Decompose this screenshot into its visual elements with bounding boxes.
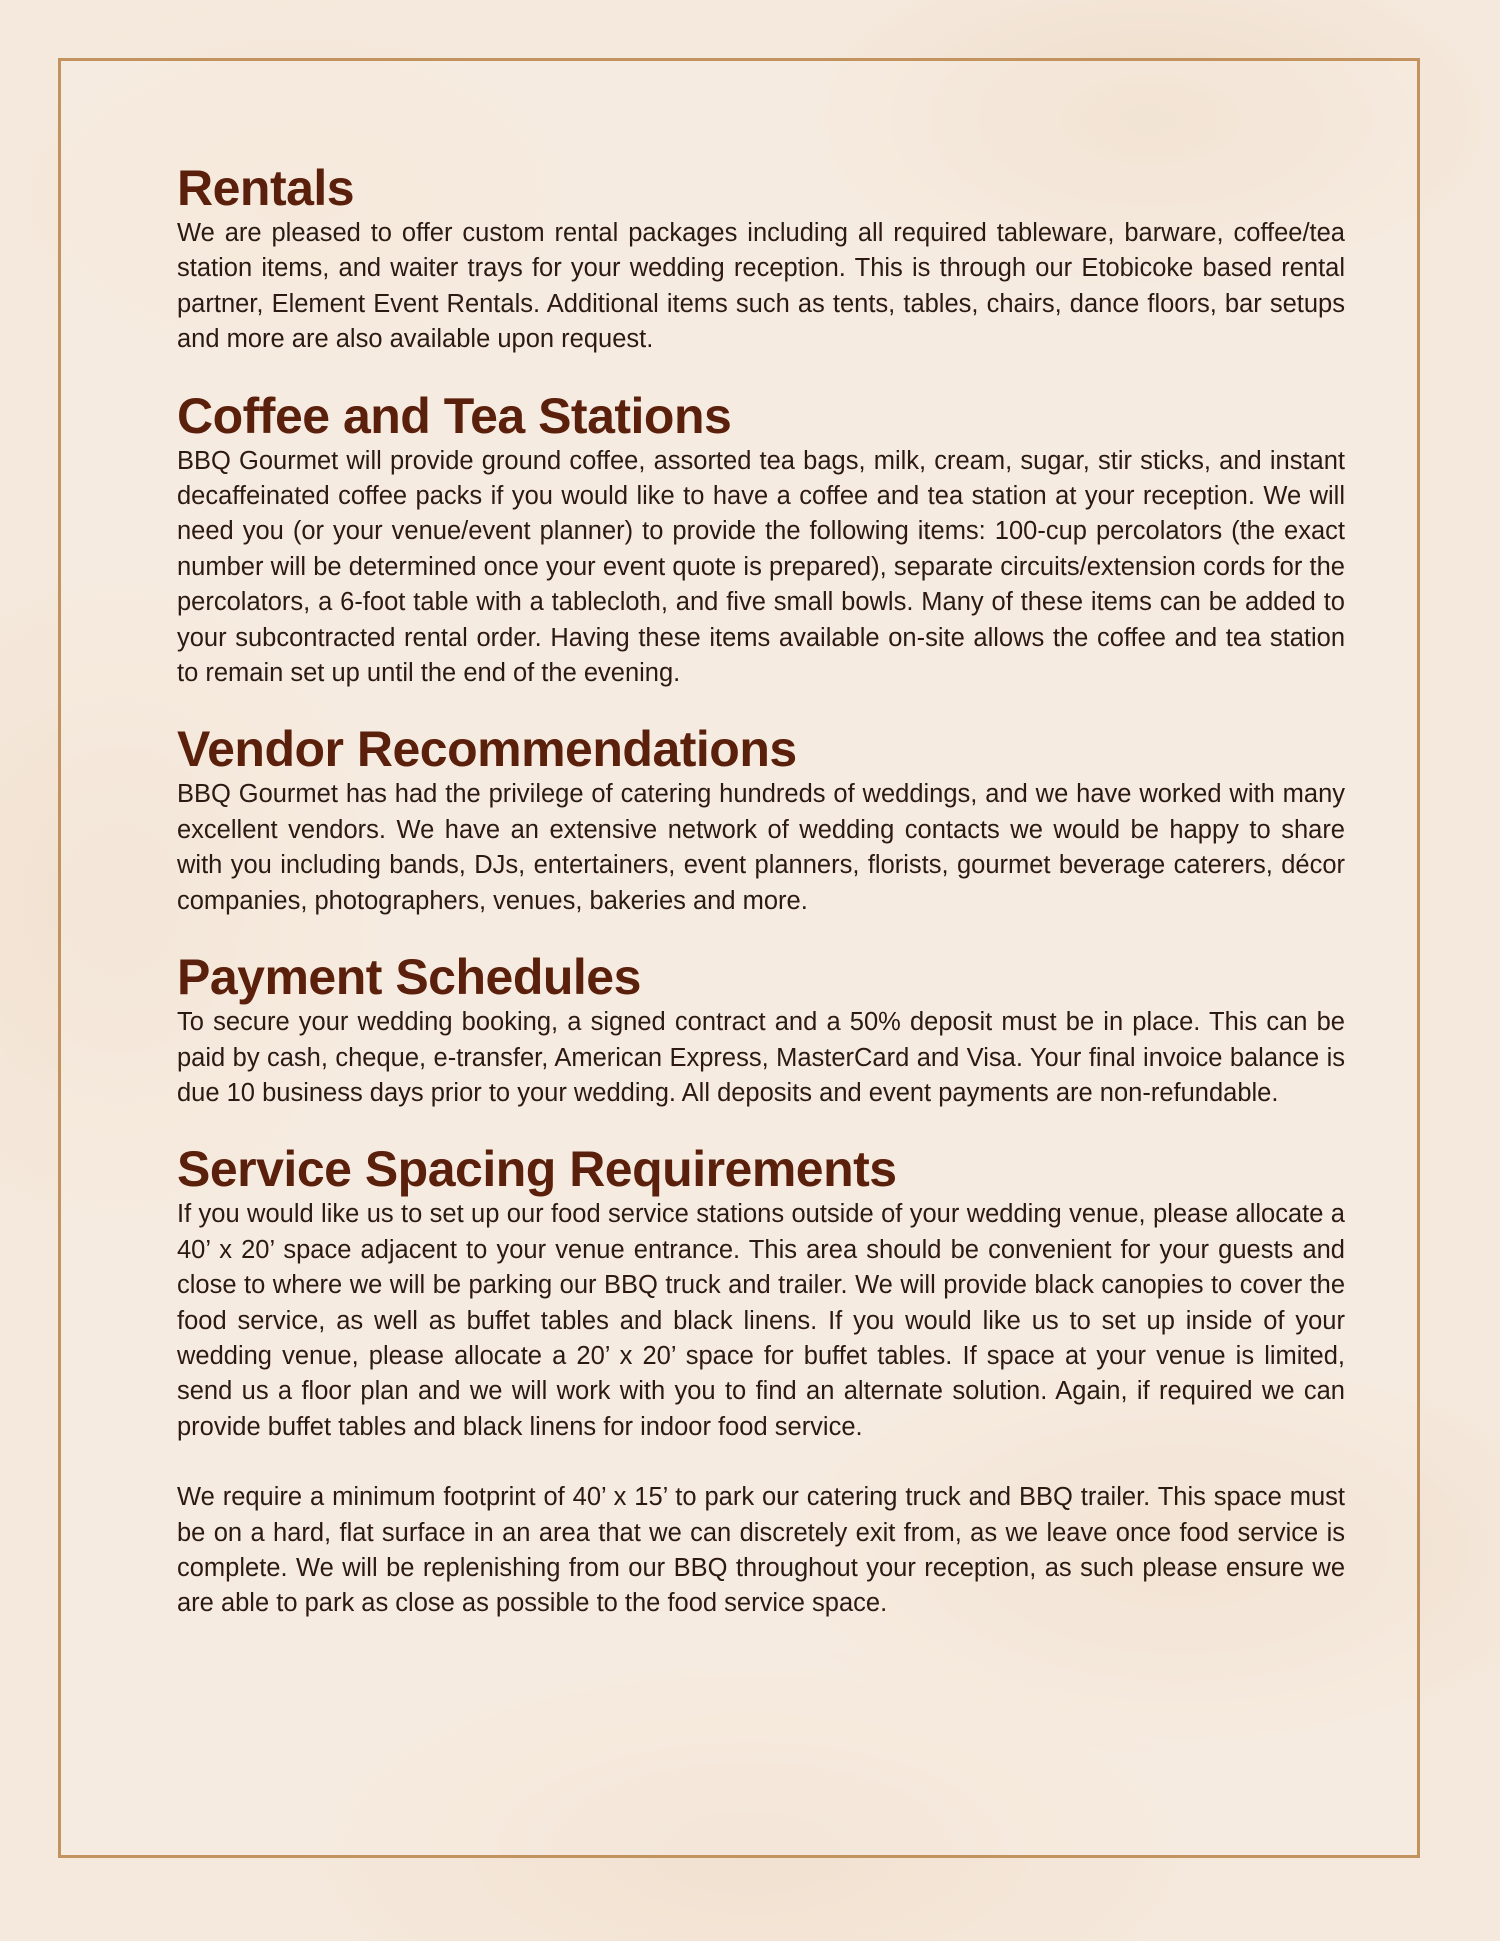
section-heading: Coffee and Tea Stations bbox=[177, 387, 732, 444]
section-heading: Rentals bbox=[177, 160, 355, 216]
document-content bbox=[177, 160, 1345, 1652]
section-paragraph: BBQ Gourmet has had the privilege of catering hundreds of weddings, and we have worked with many excellent vendors. We have an extensive network of wedding contacts we would be happy to share with you including bands, DJs, entertainers, event planners, florists, gourmet beverage caterers, décor companies, photographers, venues, bakeries and more. bbox=[177, 780, 1345, 915]
section-paragraph: We are pleased to offer custom rental packages including all required tableware, barware, coffee/tea station items, and waiter trays for your wedding reception. This is through our Etobicoke based rental partner, Element Event Rentals. Additional items such as tents, tables, chairs, dance floors, bar setups and more are also available upon request. bbox=[177, 219, 1345, 354]
section-heading: Payment Schedules bbox=[177, 949, 641, 1006]
section-heading: Vendor Recommendations bbox=[177, 721, 797, 778]
section-payment-schedules bbox=[177, 949, 1345, 1111]
section-paragraph: If you would like us to set up our food service stations outside of your wedding venue, please allocate a 40’ x 20’ space adjacent to your venue entrance. This area should be convenient for your guests and close to where we will be parking our BBQ truck and trailer. We will provide black canopies to cover the food service, as well as buffet tables and black linens. If you would like us to set up inside of your wedding venue, please allocate a 20’ x 20’ space for buffet tables. If space at your venue is limited, send us a floor plan and we will work with you to find an alternate solution. Again, if required we can provide buffet tables and black linens for indoor food service. bbox=[177, 1200, 1345, 1441]
section-rentals bbox=[177, 160, 1345, 358]
section-vendor-recommendations bbox=[177, 721, 1345, 919]
section-coffee-tea-stations bbox=[177, 388, 1345, 692]
section-paragraph: BBQ Gourmet will provide ground coffee, assorted tea bags, milk, cream, sugar, stir sticks, and instant decaffeinated coffee packs if you would like to have a coffee and tea station at your reception. We will need you (or your venue/event planner) to provide the following items: 100-cup percolators (the exact number will be determined once your event quote is prepared), separate circuits/extension cords for the percolators, a 6-foot table with a tablecloth, and five small bowls. Many of these items can be added to your subcontracted rental order. Having these items available on-site allows the coffee and tea station to remain set up until the end of the evening. bbox=[177, 446, 1345, 688]
section-paragraph: To secure your wedding booking, a signed contract and a 50% deposit must be in place. This can be paid by cash, cheque, e-transfer, American Express, MasterCard and Visa. Your final invoice balance is due 10 business days prior to your wedding. All deposits and event payments are non-refundable. bbox=[177, 1008, 1345, 1107]
section-heading: Service Spacing Requirements bbox=[177, 1141, 897, 1198]
section-service-spacing-requirements bbox=[177, 1141, 1345, 1621]
section-paragraph: We require a minimum footprint of 40’ x 15’ to park our catering truck and BBQ trailer. This space must be on a hard, flat surface in an area that we can discretely exit from, as we leave once food service is complete. We will be replenishing from our BBQ throughout your reception, as such please ensure we are able to park as close as possible to the food service space. bbox=[177, 1483, 1345, 1618]
